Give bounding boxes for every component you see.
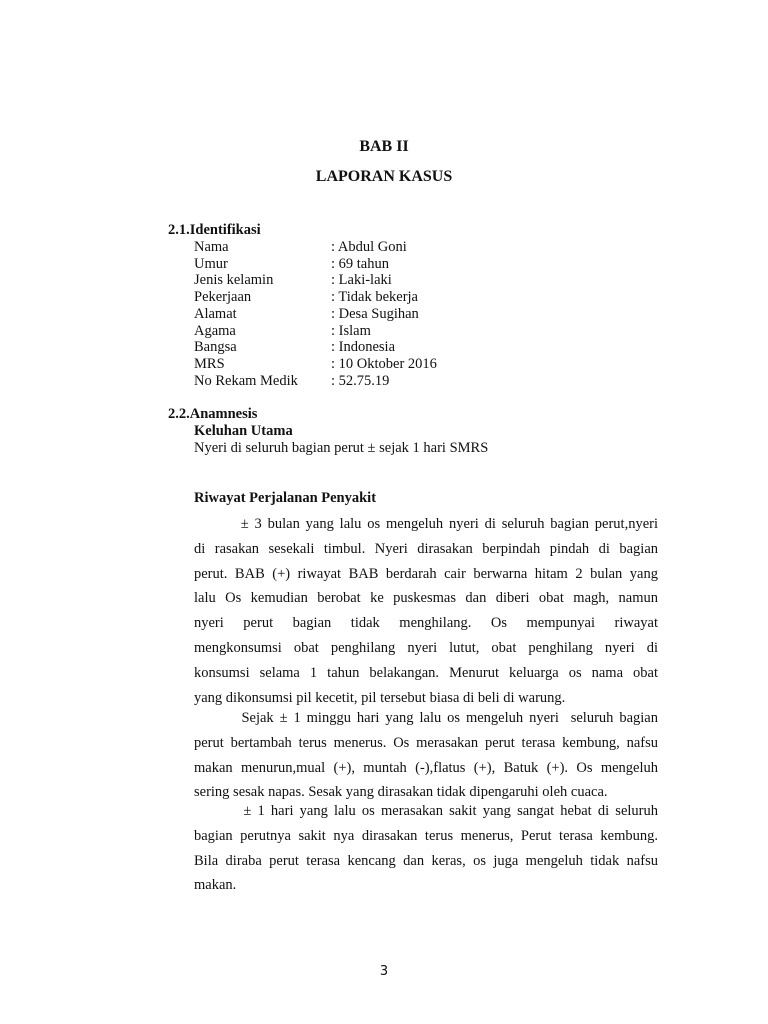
riwayat-paragraph-3 bbox=[194, 799, 658, 898]
ident-row-jenis-kelamin bbox=[194, 272, 494, 289]
paragraph-line: di rasakan sesekali timbul. Nyeri dirasakan berpindah pindah di bagian bbox=[194, 540, 658, 557]
paragraph-line: Bila diraba perut terasa kencang dan keras, os juga mengeluh tidak nafsu bbox=[194, 852, 658, 869]
ident-row-mrs bbox=[194, 356, 494, 373]
page-number: 3 bbox=[379, 964, 389, 979]
ident-value: : Desa Sugihan bbox=[331, 306, 419, 322]
ident-row-alamat bbox=[194, 306, 494, 323]
ident-value: : Laki-laki bbox=[331, 272, 392, 288]
paragraph-line: nyeri perut bagian tidak menghilang. Os mempunyai riwayat bbox=[194, 615, 658, 632]
ident-label: Nama bbox=[194, 239, 229, 255]
ident-label: Alamat bbox=[194, 306, 237, 322]
paragraph-line: perut. BAB (+) riwayat BAB berdarah cair berwarna hitam 2 bulan yang bbox=[194, 565, 658, 582]
ident-row-nama bbox=[194, 239, 494, 256]
ident-row-no-rekam-medik bbox=[194, 373, 494, 390]
ident-label: Agama bbox=[194, 323, 236, 339]
ident-row-pekerjaan bbox=[194, 289, 494, 306]
ident-value: : 52.75.19 bbox=[331, 373, 390, 389]
riwayat-paragraph-2 bbox=[194, 706, 658, 805]
ident-label: Pekerjaan bbox=[194, 289, 252, 305]
ident-label: Jenis kelamin bbox=[194, 272, 274, 288]
paragraph-line: Sejak ± 1 minggu hari yang lalu os mengeluh nyeri seluruh bagian bbox=[194, 710, 658, 726]
ident-row-agama bbox=[194, 323, 494, 340]
paragraph-line: ± 3 bulan yang lalu os mengeluh nyeri di seluruh bagian perut,nyeri bbox=[194, 516, 658, 532]
chapter-title: LAPORAN KASUS bbox=[315, 168, 453, 185]
paragraph-line: sering sesak napas. Sesak yang dirasakan tidak dipengaruhi oleh cuaca. bbox=[194, 784, 608, 801]
keluhan-utama-text: Nyeri di seluruh bagian perut ± sejak 1 hari SMRS bbox=[194, 440, 489, 456]
ident-value: : Indonesia bbox=[331, 339, 396, 355]
paragraph-line: makan menurun,mual (+), muntah (-),flatus (+), Batuk (+). Os mengeluh bbox=[194, 759, 658, 776]
riwayat-paragraph-1 bbox=[194, 512, 658, 710]
paragraph-line: bagian perutnya sakit nya dirasakan terus menerus, Perut terasa kembung. bbox=[194, 827, 658, 844]
paragraph-line: yang dikonsumsi pil kecetit, pil tersebut biasa di beli di warung. bbox=[194, 689, 566, 706]
section-anamnesis-title: 2.2.Anamnesis bbox=[168, 406, 258, 422]
ident-row-bangsa bbox=[194, 339, 494, 356]
paragraph-line: mengkonsumsi obat penghilang nyeri lutut, obat penghilang nyeri di bbox=[194, 639, 658, 656]
paragraph-line: lalu Os kemudian berobat ke puskesmas dan diberi obat magh, namun bbox=[194, 590, 658, 607]
section-identifikasi-title: 2.1.Identifikasi bbox=[168, 222, 261, 238]
ident-label: Bangsa bbox=[194, 339, 237, 355]
ident-value: : 69 tahun bbox=[331, 256, 389, 272]
ident-value: : Islam bbox=[331, 323, 371, 339]
paragraph-line: ± 1 hari yang lalu os merasakan sakit yang sangat hebat di seluruh bbox=[194, 803, 658, 819]
paragraph-line: perut bertambah terus menerus. Os merasakan perut terasa kembung, nafsu bbox=[194, 734, 658, 751]
paragraph-line: konsumsi selama 1 tahun belakangan. Menurut keluarga os nama obat bbox=[194, 664, 658, 681]
ident-value: : 10 Oktober 2016 bbox=[331, 356, 437, 372]
ident-label: No Rekam Medik bbox=[194, 373, 298, 389]
chapter-heading: BAB II bbox=[359, 138, 409, 155]
ident-row-umur bbox=[194, 256, 494, 273]
ident-label: MRS bbox=[194, 356, 225, 372]
ident-label: Umur bbox=[194, 256, 228, 272]
paragraph-line: makan. bbox=[194, 877, 237, 894]
ident-value: : Tidak bekerja bbox=[331, 289, 418, 305]
ident-value: : Abdul Goni bbox=[331, 239, 407, 255]
riwayat-heading: Riwayat Perjalanan Penyakit bbox=[194, 490, 377, 506]
keluhan-utama-heading: Keluhan Utama bbox=[194, 423, 293, 439]
